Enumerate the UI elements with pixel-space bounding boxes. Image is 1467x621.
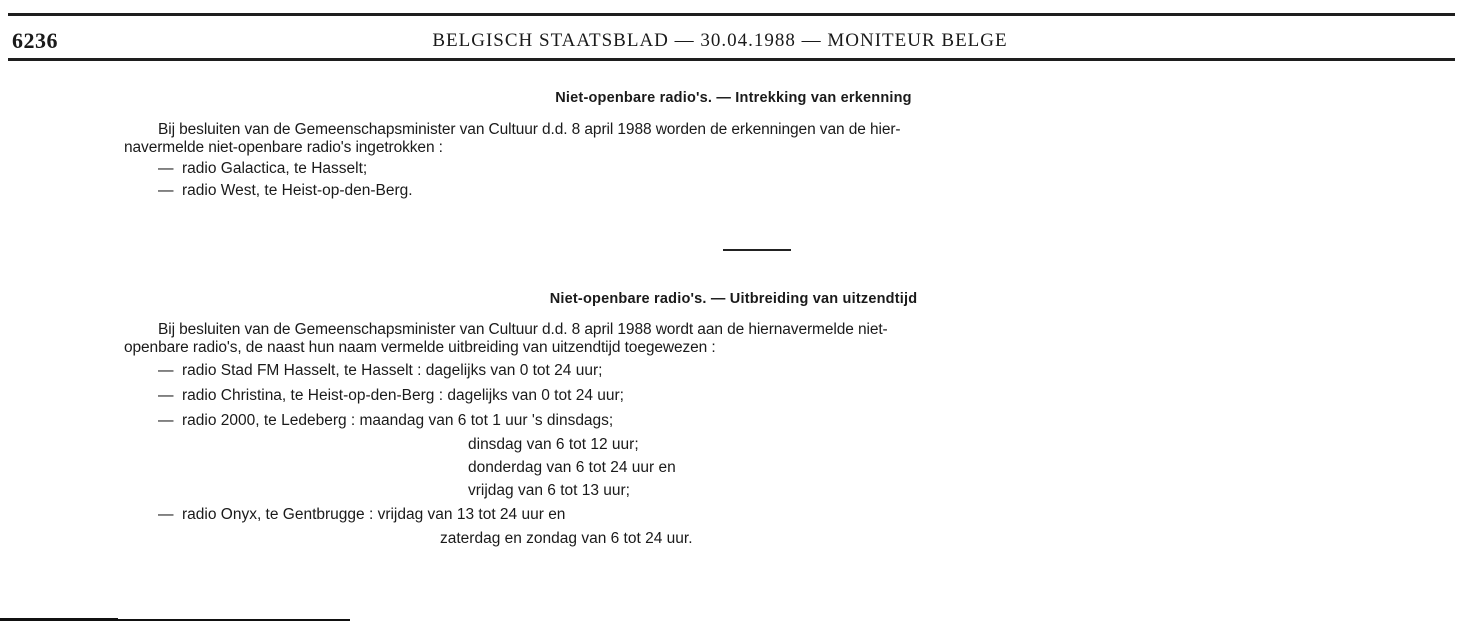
list-item [158, 160, 367, 178]
list-item [158, 412, 613, 430]
list-item-continuation: donderdag van 6 tot 24 uur en [468, 459, 676, 476]
list-item-text: radio Stad FM Hasselt, te Hasselt : dagelijks van 0 tot 24 uur; [182, 362, 603, 379]
intro-line: Bij besluiten van de Gemeenschapsminister van Cultuur d.d. 8 april 1988 worden de erkenningen van de hier- [158, 121, 901, 138]
list-item-continuation: vrijdag van 6 tot 13 uur; [468, 482, 630, 499]
list-item-continuation: zaterdag en zondag van 6 tot 24 uur. [440, 530, 693, 547]
header-bottom-rule [8, 58, 1455, 61]
list-item-text: radio 2000, te Ledeberg : maandag van 6 tot 1 uur 's dinsdags; [182, 412, 614, 429]
intro-line: navermelde niet-openbare radio's ingetrokken : [124, 139, 443, 156]
dash-bullet: — [158, 506, 174, 523]
section-intro-extension [124, 321, 1414, 357]
list-item-text: radio Onyx, te Gentbrugge : vrijdag van 13 tot 24 uur en [182, 506, 566, 523]
header-top-rule [8, 13, 1455, 16]
dash-bullet: — [158, 362, 174, 379]
list-item-continuation: dinsdag van 6 tot 12 uur; [468, 436, 639, 453]
intro-line: Bij besluiten van de Gemeenschapsminister van Cultuur d.d. 8 april 1988 wordt aan de hiernavermelde niet- [158, 321, 888, 338]
list-item [158, 506, 565, 524]
intro-line: openbare radio's, de naast hun naam vermelde uitbreiding van uitzendtijd toegewezen : [124, 339, 716, 356]
list-item-text: radio Christina, te Heist-op-den-Berg : dagelijks van 0 tot 24 uur; [182, 387, 624, 404]
list-item [158, 182, 413, 200]
section-heading-extension: Niet-openbare radio's. — Uitbreiding van uitzendtijd [549, 291, 918, 307]
dash-bullet: — [158, 387, 174, 404]
dash-bullet: — [158, 182, 174, 199]
list-item-text: radio West, te Heist-op-den-Berg. [182, 182, 413, 199]
page-number: 6236 [12, 28, 58, 53]
section-separator [723, 249, 791, 251]
dash-bullet: — [158, 160, 174, 177]
section-heading-withdrawal: Niet-openbare radio's. — Intrekking van erkenning [555, 90, 912, 106]
list-item [158, 362, 602, 380]
list-item-text: radio Galactica, te Hasselt; [182, 160, 368, 177]
list-item [158, 387, 624, 405]
masthead-title: BELGISCH STAATSBLAD — 30.04.1988 — MONITEUR BELGE [432, 30, 1008, 51]
section-intro-withdrawal [124, 121, 1414, 157]
dash-bullet: — [158, 412, 174, 429]
